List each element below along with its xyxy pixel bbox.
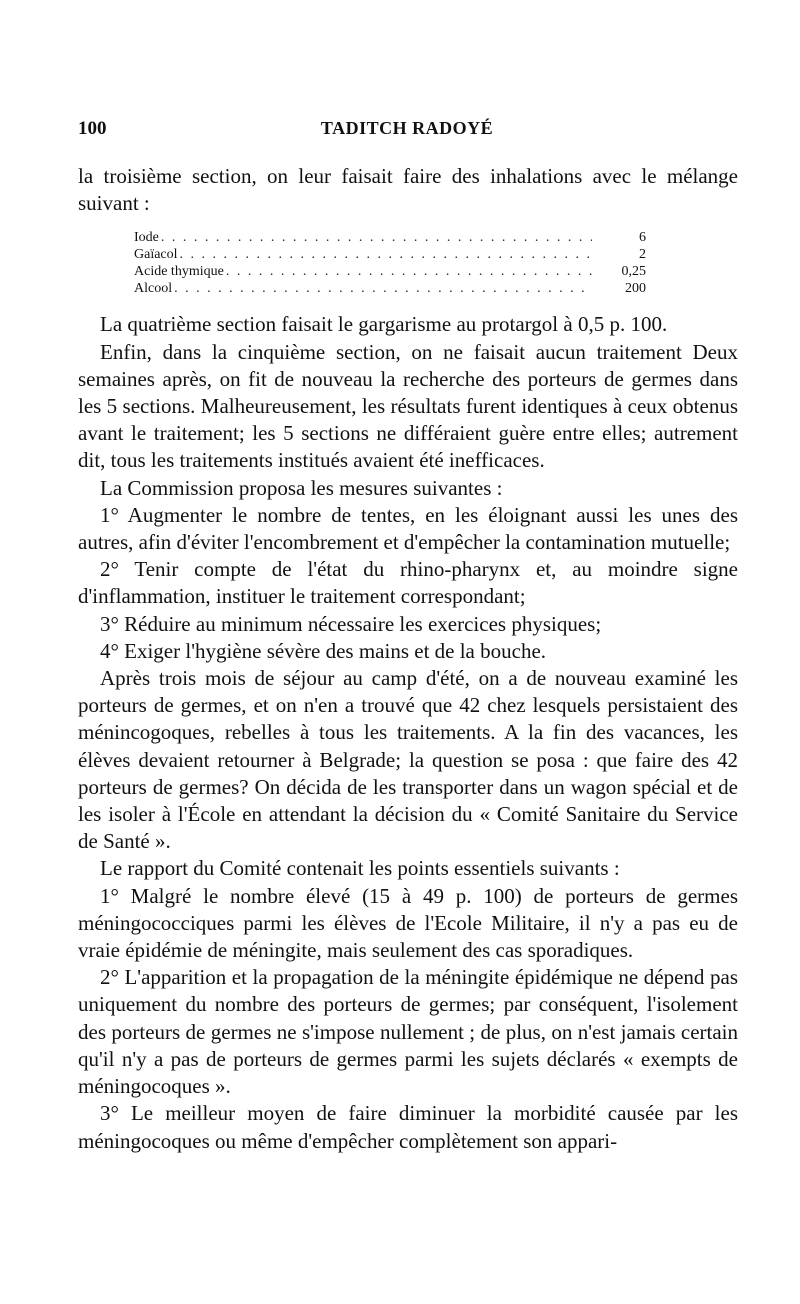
measure-item-4: 4° Exiger l'hygiène sévère des mains et de la bouche. (100, 638, 547, 663)
measure-item-2: 2° Tenir compte de l'état du rhino-pharynx et, au moindre signe d'inflammation, instituer le traitement correspondant; (78, 557, 738, 609)
page-number: 100 (78, 118, 107, 139)
recipe-row (134, 263, 646, 280)
report-point-1: 1° Malgré le nombre élevé (15 à 49 p. 100) de porteurs de germes méningococciques parmi les élèves de l'Ecole Militaire, il n'y a pas eu de vraie épidémie de méningite, mais seulement des cas sporadiques. (78, 883, 738, 963)
recipe-row (134, 229, 646, 246)
dot-leader (161, 229, 592, 246)
report-point-2: 2° L'apparition et la propagation de la méningite épidémique ne dépend pas uniquement du nombre des porteurs de germes; par conséquent, l'isolement des porteurs de germes ne s'impose nullement ; de plus, on n'est jamais certain qu'il n'y a pas de porteurs de germes parmi les sujets déclarés « exempts de méningocoques ». (78, 965, 738, 1099)
recipe-ingredient: Alcool (134, 281, 173, 297)
recipe-quantity: 200 (625, 281, 646, 297)
measure-item-3: 3° Réduire au minimum nécessaire les exercices physiques; (100, 611, 602, 636)
paragraph-camp: Après trois mois de séjour au camp d'été, on a de nouveau examiné les porteurs de germes, et on n'en a trouvé que 42 chez lesquels persistaient des ménincogoques, rebelles à tous les traitements. A la fin des vacances, les élèves devaient retourner à Belgrade; la question se posa : que faire des 42 porteurs de germes? On décida de les transporter dans un wagon spécial et de les isoler à l'École en attendant la décision du « Comité Sanitaire du Service de Santé ». (78, 666, 738, 854)
measure-item-1: 1° Augmenter le nombre de tentes, en les éloignant aussi les unes des autres, afin d'éviter l'encombrement et d'empêcher la contamination mutuelle; (78, 502, 738, 555)
page-header (78, 118, 736, 146)
recipe-ingredient: Iode (134, 230, 159, 246)
dot-leader (174, 280, 592, 297)
paragraph-report: Le rapport du Comité contenait les points essentiels suivants : (100, 856, 620, 881)
recipe-table (134, 229, 646, 297)
recipe-ingredient: Gaïacol (134, 247, 178, 263)
recipe-ingredient: Acide thymique (134, 264, 224, 280)
paragraph-section-four: La quatrième section faisait le gargarisme au protargol à 0,5 p. 100. (100, 312, 668, 337)
report-point-3: 3° Le meilleur moyen de faire diminuer la morbidité causée par les méningocoques ou même d'empêcher complètement son appari- (78, 1101, 738, 1153)
recipe-row (134, 246, 646, 263)
intro-paragraph: la troisième section, on leur faisait faire des inhalations avec le mélange suivant : (78, 164, 738, 216)
paragraph-results: Enfin, dans la cinquième section, on ne faisait aucun traitement Deux semaines après, on fit de nouveau la recherche des porteurs de germes dans les 5 sections. Malheureusement, les résultats furent identiques à ceux obtenus avant le traitement; les 5 sections ne différaient guère entre elles; autrement dit, tous les traitements institués avaient été inefficaces. (78, 339, 738, 473)
recipe-quantity: 2 (639, 247, 646, 263)
dot-leader (180, 246, 592, 263)
recipe-quantity: 0,25 (621, 264, 646, 280)
dot-leader (226, 263, 592, 280)
paragraph-commission: La Commission proposa les mesures suivantes : (100, 475, 503, 500)
recipe-quantity: 6 (639, 230, 646, 246)
running-title: TADITCH RADOYÉ (320, 118, 494, 138)
page-body (78, 163, 738, 1155)
recipe-row (134, 280, 646, 297)
